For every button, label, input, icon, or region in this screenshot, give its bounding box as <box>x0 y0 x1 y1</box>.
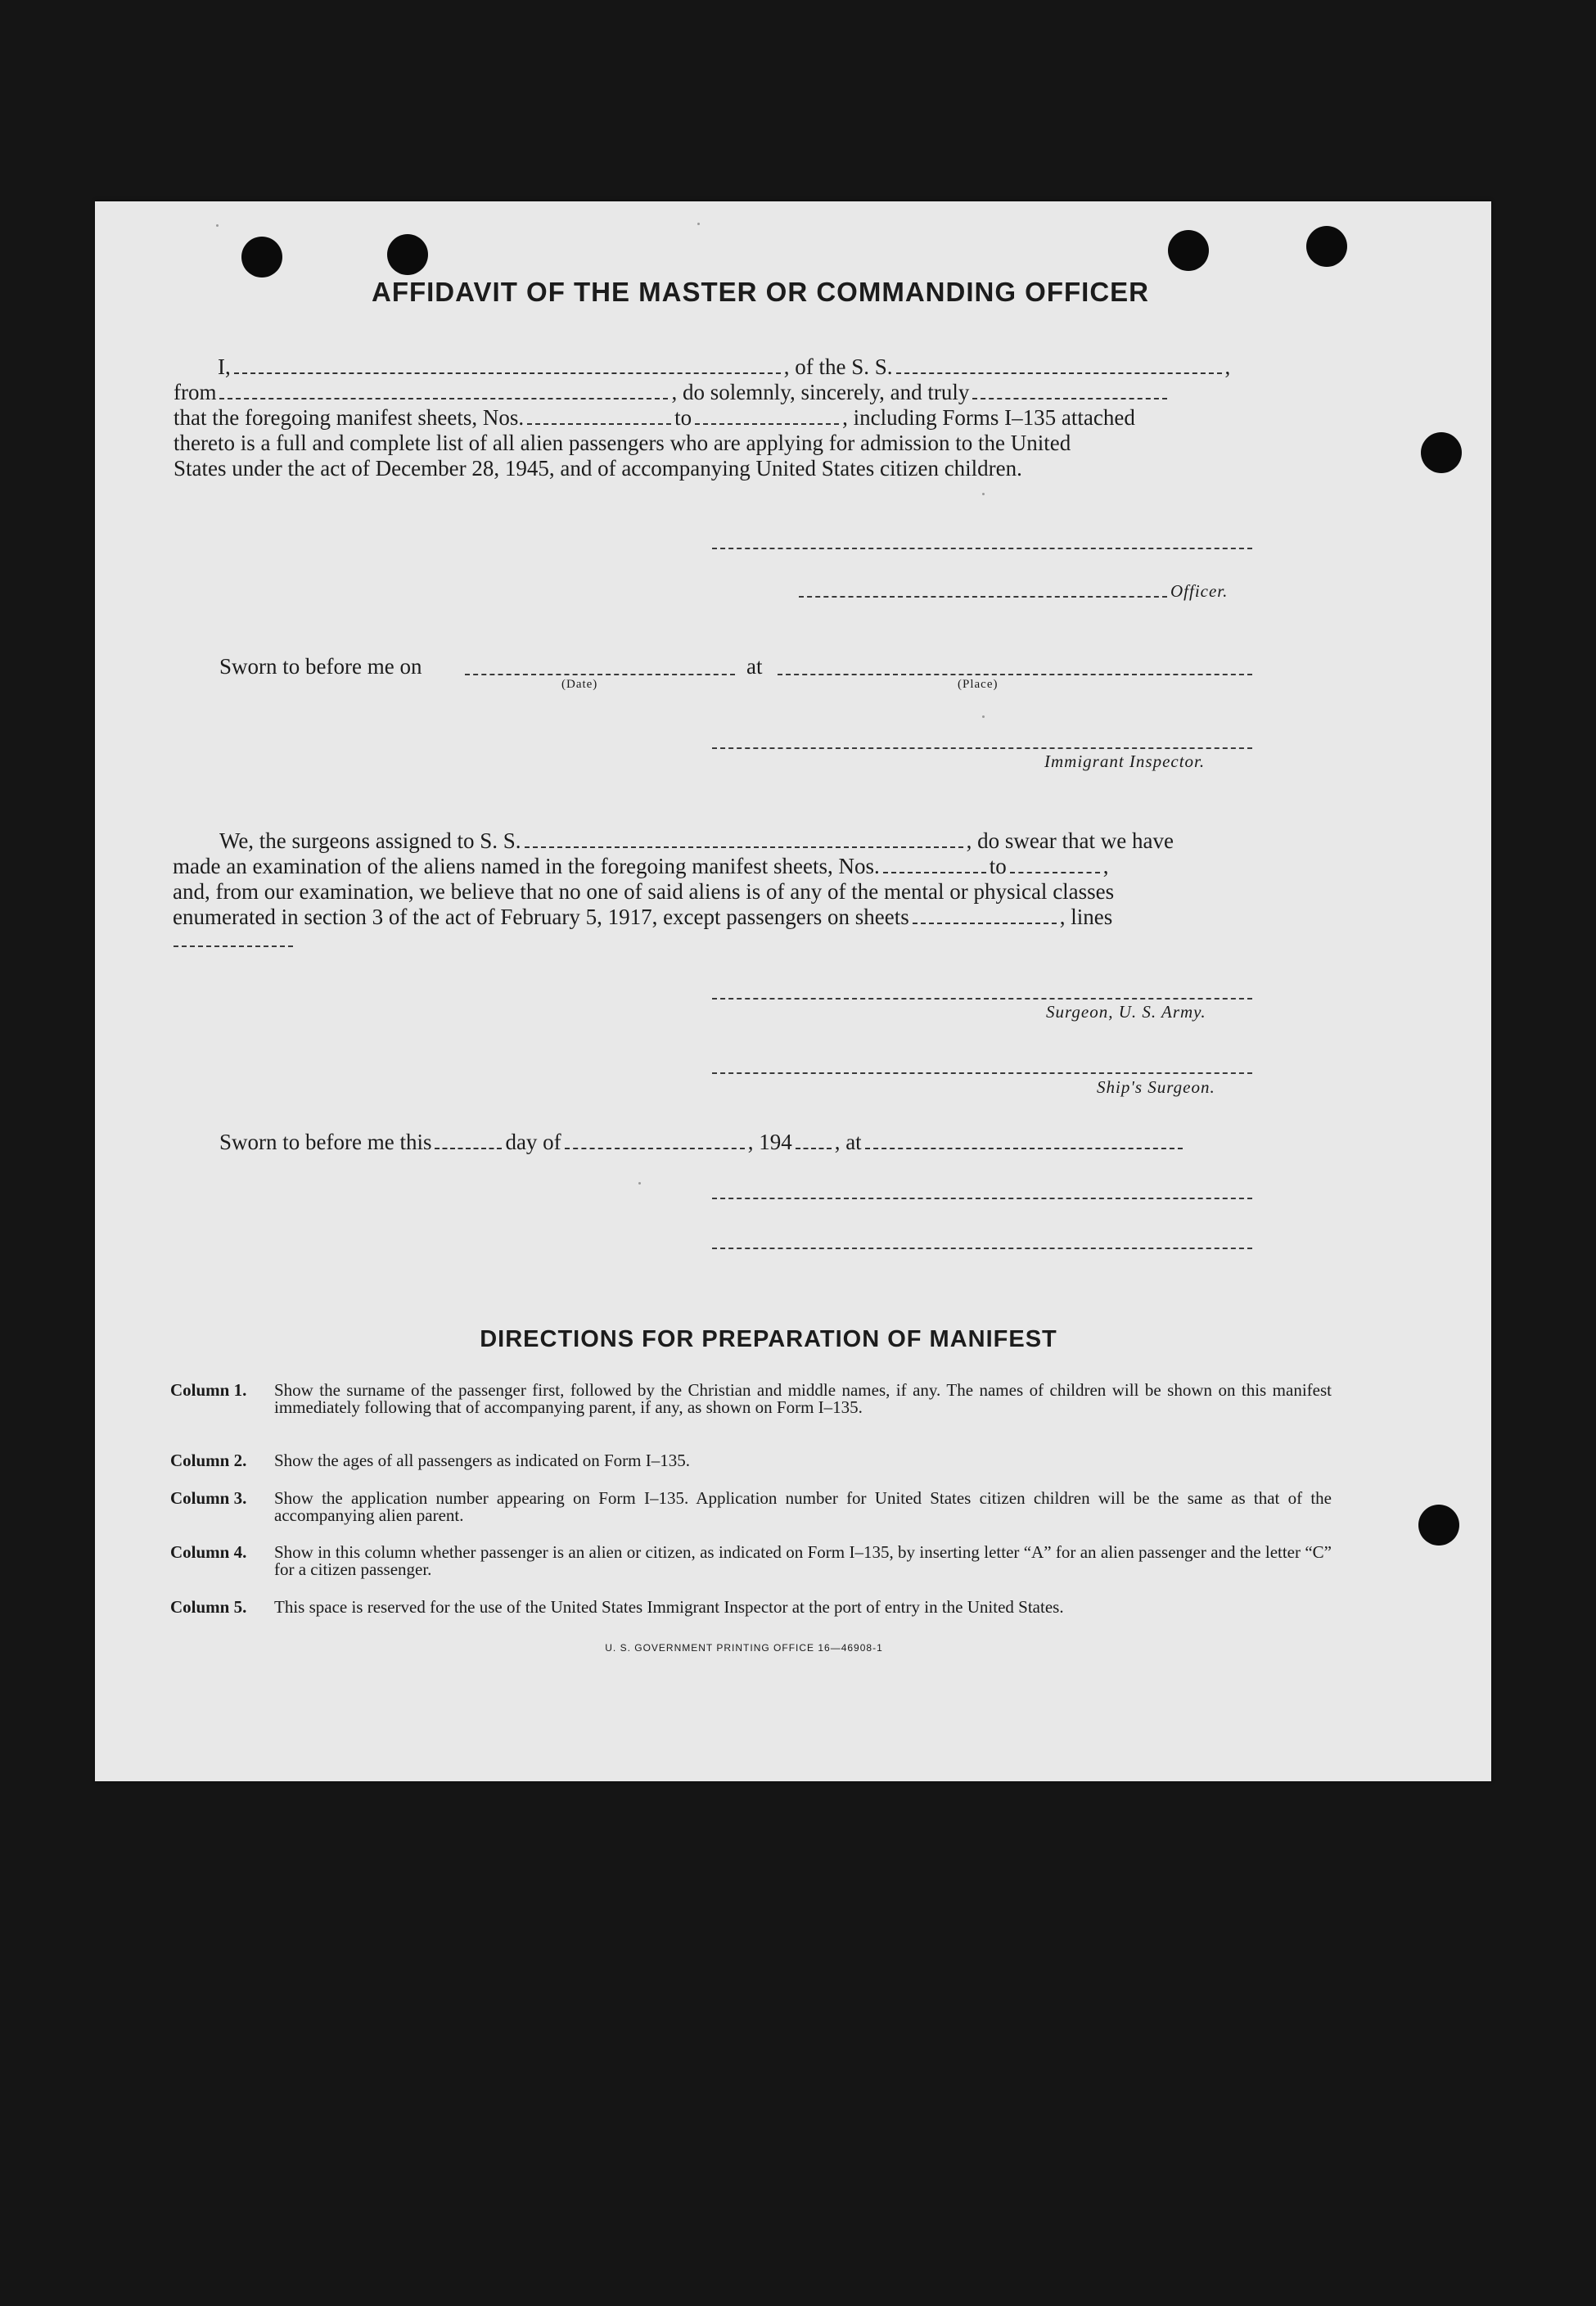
column-label: Column 1. <box>170 1380 247 1400</box>
surgeons-line-2 <box>173 854 1109 879</box>
printing-office-footer: U. S. GOVERNMENT PRINTING OFFICE 16—46908-1 <box>605 1642 883 1654</box>
ships-surgeon-label: Ship's Surgeon. <box>1097 1077 1215 1097</box>
surgeons-line-1 <box>219 828 1174 854</box>
affidavit-line-3 <box>174 405 1135 431</box>
sworn-this-line <box>219 1130 1186 1155</box>
punch-hole <box>1421 432 1462 473</box>
column-text: Show the surname of the passenger first, followed by the Christian and middle names, if any. The names of children will be shown on this manifest immediately following that of accompanying parent, if any, as shown on Form I–135. <box>274 1380 1332 1417</box>
inspector-signature-line[interactable] <box>712 747 1252 749</box>
affidavit-i: I, <box>218 354 231 379</box>
army-surgeon-signature-line[interactable] <box>712 998 1252 1000</box>
lines-continuation-blank[interactable] <box>174 945 293 947</box>
punch-hole <box>241 237 282 278</box>
except-sheets-blank[interactable] <box>913 923 1057 924</box>
sworn-place-blank[interactable] <box>865 1148 1183 1149</box>
day-blank[interactable] <box>435 1148 502 1149</box>
surgeon-sheets-from-blank[interactable] <box>883 872 986 873</box>
direction-column-2 <box>170 1452 1346 1470</box>
surgeon-sheets-to-blank[interactable] <box>1010 872 1100 873</box>
column-text: This space is reserved for the use of the United States Immigrant Inspector at the port of entry in the United States. <box>274 1597 1064 1617</box>
sworn-this-text: Sworn to before me this <box>219 1130 432 1154</box>
surgeon-ship-blank[interactable] <box>525 846 963 848</box>
solemnly-text: , do solemnly, sincerely, and truly <box>671 380 970 404</box>
inspector-label: Immigrant Inspector. <box>1044 751 1206 771</box>
sheets-to-blank[interactable] <box>695 423 839 425</box>
place-blank[interactable] <box>778 674 1252 675</box>
affidavit-line-5: States under the act of December 28, 1945, and of accompanying United States citizen children. <box>174 456 1022 481</box>
signature-line-extra[interactable] <box>712 1248 1252 1249</box>
direction-column-1 <box>170 1382 1346 1436</box>
directions-title: DIRECTIONS FOR PREPARATION OF MANIFEST <box>480 1326 1057 1352</box>
surgeon-to-text: to <box>989 854 1007 878</box>
comma: , <box>1102 854 1109 878</box>
paper-speck <box>638 1182 641 1185</box>
paper-speck <box>697 223 700 225</box>
year-blank[interactable] <box>796 1148 832 1149</box>
at-text: , at <box>834 1130 862 1154</box>
paper-speck <box>982 493 985 495</box>
day-of-text: day of <box>505 1130 561 1154</box>
sworn-on-text: Sworn to before me on <box>219 654 422 679</box>
enumerated-text: enumerated in section 3 of the act of February 5, 1917, except passengers on sheets <box>173 905 909 929</box>
from-text: from <box>174 380 217 404</box>
column-label: Column 3. <box>170 1488 247 1508</box>
paper-speck <box>216 224 219 227</box>
form-page <box>95 201 1491 1781</box>
including-text: , including Forms I–135 attached <box>842 405 1135 430</box>
surgeons-line-3: and, from our examination, we believe that no one of said aliens is of any of the mental or physical classes <box>173 879 1115 904</box>
date-caption: (Date) <box>561 678 598 691</box>
of-ss-text: , of the S. S. <box>783 354 893 379</box>
affidavit-title: AFFIDAVIT OF THE MASTER OR COMMANDING OFFICER <box>371 277 1149 307</box>
ships-surgeon-signature-line[interactable] <box>712 1072 1252 1074</box>
month-blank[interactable] <box>565 1148 745 1149</box>
from-port-blank[interactable] <box>219 398 668 399</box>
punch-hole <box>1306 226 1347 267</box>
name-blank[interactable] <box>234 372 781 374</box>
direction-column-4 <box>170 1544 1346 1580</box>
punch-hole <box>1418 1505 1459 1546</box>
surgeons-swear: , do swear that we have <box>966 828 1174 853</box>
direction-column-3 <box>170 1490 1346 1526</box>
ship-name-blank[interactable] <box>896 372 1222 374</box>
column-text: Show the application number appearing on Form I–135. Application number for United States citizen children will be the same as that of the accompanying alien parent. <box>274 1488 1332 1525</box>
direction-column-5 <box>170 1599 1346 1635</box>
examination-text: made an examination of the aliens named in the foregoing manifest sheets, Nos. <box>173 854 880 878</box>
affidavit-line-2 <box>174 380 1170 405</box>
date-blank[interactable] <box>465 674 735 675</box>
lines-text: , lines <box>1059 905 1113 929</box>
year-text: , 194 <box>747 1130 792 1154</box>
signature-line[interactable] <box>712 548 1252 549</box>
column-label: Column 4. <box>170 1542 247 1562</box>
punch-hole <box>387 234 428 275</box>
punch-hole <box>1168 230 1209 271</box>
that-text: that the foregoing manifest sheets, Nos. <box>174 405 525 430</box>
surgeons-start: We, the surgeons assigned to S. S. <box>219 828 521 853</box>
affidavit-line-4: thereto is a full and complete list of all alien passengers who are applying for admission to the United <box>174 431 1071 455</box>
officer-label: Officer. <box>1170 581 1229 601</box>
sworn-at-text: at <box>746 654 763 679</box>
comma: , <box>1224 354 1231 379</box>
column-label: Column 5. <box>170 1597 247 1617</box>
swear-blank[interactable] <box>972 398 1167 399</box>
sheets-from-blank[interactable] <box>527 423 671 425</box>
column-text: Show the ages of all passengers as indicated on Form I–135. <box>274 1451 690 1470</box>
column-label: Column 2. <box>170 1451 247 1470</box>
place-caption: (Place) <box>958 678 999 691</box>
officer-signature-line[interactable] <box>799 596 1167 598</box>
affidavit-line-1 <box>218 354 1230 380</box>
column-text: Show in this column whether passenger is an alien or citizen, as indicated on Form I–135, by inserting letter “A” for an alien passenger and the letter “C” for a citizen passenger. <box>274 1542 1332 1579</box>
paper-speck <box>982 715 985 718</box>
signature-line-extra[interactable] <box>712 1198 1252 1199</box>
surgeons-line-4 <box>173 905 1112 930</box>
to-text: to <box>674 405 692 430</box>
army-surgeon-label: Surgeon, U. S. Army. <box>1046 1002 1206 1022</box>
